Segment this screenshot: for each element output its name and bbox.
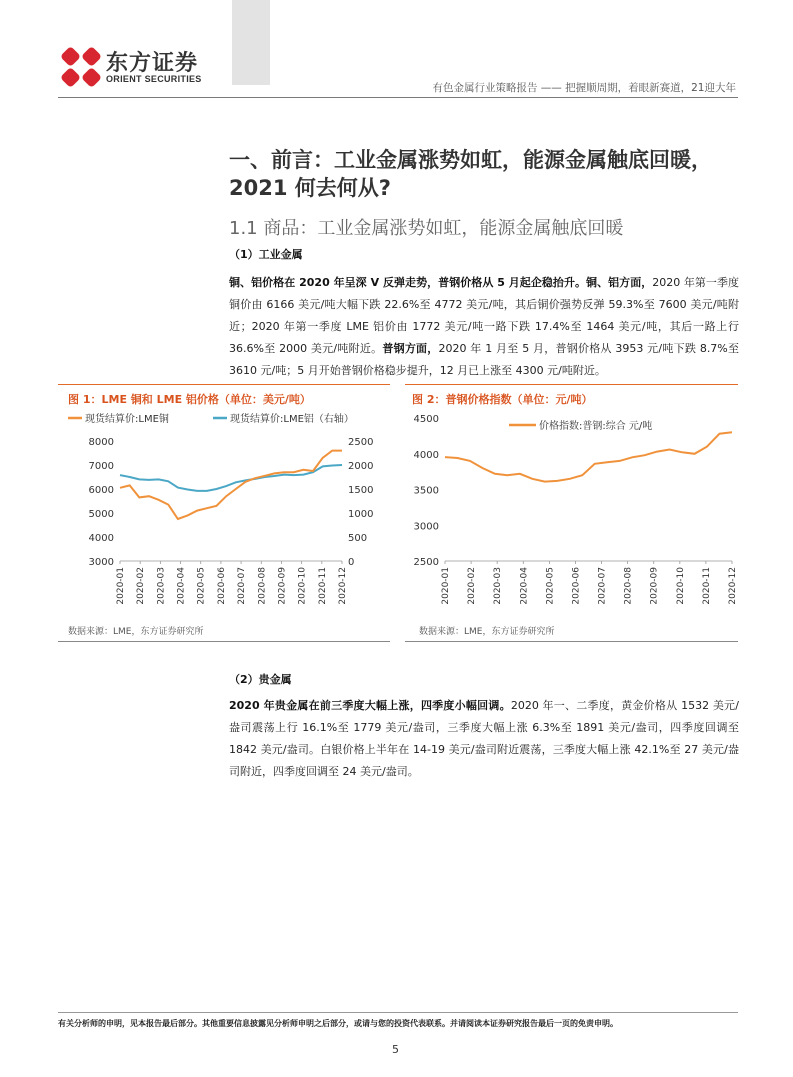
figure1-bottom-rule (58, 641, 390, 642)
figure2-title: 图 2：普钢价格指数（单位：元/吨） (412, 393, 593, 406)
chart1-x-tick-label: 2020-09 (277, 567, 288, 605)
footer-divider (58, 1012, 738, 1013)
chart2-x-tick-label: 2020-05 (545, 567, 556, 605)
sub-heading-industrial-metals: （1）工业金属 (229, 248, 303, 261)
sub-heading-precious-metals: （2）贵金属 (229, 673, 292, 686)
chart1-x-tick-label: 2020-03 (156, 567, 167, 605)
para2-text: 2020 年一、二季度，黄金价格从 1532 美元/盎司震荡上行 16.1%至 1779 美元/盎司，三季度大幅上涨 6.3%至 1891 美元/盎司，四季度回调至 1842 美元/盎司。白银价格上半年在 14-19 美元/盎司附近震荡，三季度大幅上涨 42.1%至 27 美元/盎司附近，四季度回调至 24 美元/盎司。 (229, 699, 739, 778)
chart1-series-aluminum (120, 465, 342, 491)
orient-logo-icon (58, 44, 104, 90)
para2-lead: 2020 年贵金属在前三季度大幅上涨，四季度小幅回调。 (229, 699, 511, 712)
chart1-x-tick-label: 2020-06 (216, 567, 227, 605)
figure1-title: 图 1：LME 铜和 LME 铝价格（单位：美元/吨） (68, 393, 311, 406)
chart1-y-left-tick-label: 8000 (88, 437, 114, 448)
figure2-top-rule (405, 384, 738, 385)
chart2-x-tick-label: 2020-08 (623, 567, 634, 605)
header-gray-bar (232, 0, 270, 85)
chart1-y-left-tick-label: 5000 (88, 509, 114, 520)
chart1-y-right-tick-label: 500 (348, 533, 368, 544)
chart1-x-tick-label: 2020-10 (297, 567, 308, 605)
chart1-legend-copper-label: 现货结算价:LME铜 (85, 414, 169, 425)
chart2-x-tick-label: 2020-01 (441, 567, 451, 605)
footer-disclaimer: 有关分析师的申明，见本报告最后部分。其他重要信息披露见分析师申明之后部分，或请与您的投资代表联系。并请阅读本证券研究报告最后一页的免责申明。 (58, 1019, 618, 1028)
chart1-x-tick-label: 2020-12 (338, 567, 348, 605)
paragraph-industrial-metals (229, 272, 739, 382)
chart1-x-tick-label: 2020-02 (136, 567, 147, 605)
figure1-top-rule (58, 384, 390, 385)
brand-name-en: ORIENT SECURITIES (106, 74, 202, 84)
page-number: 5 (392, 1043, 399, 1056)
chart2-x-tick-label: 2020-06 (571, 567, 582, 605)
chart2-legend-label: 价格指数:普钢:综合 元/吨 (539, 421, 653, 432)
chart1-y-right-tick-label: 2500 (348, 437, 374, 448)
subsection-heading: 1.1 商品：工业金属涨势如虹，能源金属触底回暖 (229, 218, 624, 239)
chart2-y-tick-label: 4000 (413, 449, 439, 461)
section-heading-line2: 2021 何去何从? (229, 176, 391, 200)
chart2-y-tick-label: 3000 (413, 521, 439, 533)
chart1-y-left-tick-label: 7000 (88, 461, 114, 472)
chart1-y-right-tick-label: 1000 (348, 509, 374, 520)
chart2-y-tick-label: 2500 (413, 557, 439, 568)
chart1-y-right-tick-label: 2000 (348, 461, 374, 472)
chart1-x-tick-label: 2020-01 (116, 567, 126, 605)
para1-lead: 铜、铝价格在 2020 年呈深 V 反弹走势，普钢价格从 5 月起企稳抬升。铜、铝方面， (229, 276, 653, 289)
chart1-x-tick-label: 2020-08 (257, 567, 268, 605)
figure1-source: 数据来源：LME，东方证券研究所 (68, 627, 204, 637)
chart1-y-left-tick-label: 3000 (88, 557, 114, 568)
para1-text: 2020 年第一季度铜价由 6166 美元/吨大幅下跌 22.6%至 4772 美元/吨，其后铜价强势反弹 59.3%至 7600 美元/吨附近；2020 年第一季度 LME 铝价由 1772 美元/吨一路下跌 17.4%至 1464 美元/吨，其后一路上行 36.6%至 2000 美元/吨附近。 (229, 276, 739, 355)
chart2-x-tick-label: 2020-11 (701, 567, 712, 605)
chart2-x-tick-label: 2020-10 (675, 567, 686, 605)
figure2-chart (405, 406, 738, 618)
chart2-x-tick-label: 2020-04 (519, 567, 530, 605)
chart1-y-right-tick-label: 1500 (348, 485, 374, 496)
chart2-y-tick-label: 3500 (413, 485, 439, 497)
section-heading-line1: 一、前言：工业金属涨势如虹，能源金属触底回暖， (229, 148, 712, 172)
chart2-x-tick-label: 2020-09 (649, 567, 660, 605)
chart2-x-tick-label: 2020-02 (467, 567, 478, 605)
chart2-x-tick-label: 2020-12 (728, 567, 738, 605)
chart1-x-tick-label: 2020-11 (317, 567, 328, 605)
para1-text2: 2020 年 1 月至 5 月，普钢价格从 3953 元/吨下跌 8.7%至 3610 元/吨；5 月开始普钢价格稳步提升，12 月已上涨至 4300 元/吨附近。 (229, 342, 740, 377)
report-title: 有色金属行业策略报告 —— 把握顺周期，着眼新赛道，21迎大年 (432, 82, 736, 94)
paragraph-precious-metals (229, 695, 739, 783)
chart1-y-right-tick-label: 0 (348, 557, 355, 568)
chart2-y-tick-label: 4500 (413, 414, 439, 425)
figure2-source: 数据来源：LME，东方证券研究所 (419, 627, 555, 637)
brand-name-cn: 东方证券 (106, 51, 199, 76)
chart2-x-tick-label: 2020-07 (597, 567, 608, 605)
figure2-bottom-rule (405, 641, 738, 642)
chart1-y-left-tick-label: 4000 (88, 533, 114, 544)
para1-lead2: 普钢方面， (382, 342, 439, 355)
chart1-x-tick-label: 2020-04 (176, 567, 187, 605)
header-divider (58, 97, 738, 98)
chart1-y-left-tick-label: 6000 (88, 485, 114, 496)
chart1-legend-aluminum-label: 现货结算价:LME铝（右轴） (230, 414, 354, 425)
chart1-x-tick-label: 2020-05 (196, 567, 207, 605)
chart1-x-tick-label: 2020-07 (237, 567, 248, 605)
chart2-series-steel (445, 432, 732, 481)
figure1-chart (58, 406, 390, 618)
chart2-x-tick-label: 2020-03 (493, 567, 504, 605)
